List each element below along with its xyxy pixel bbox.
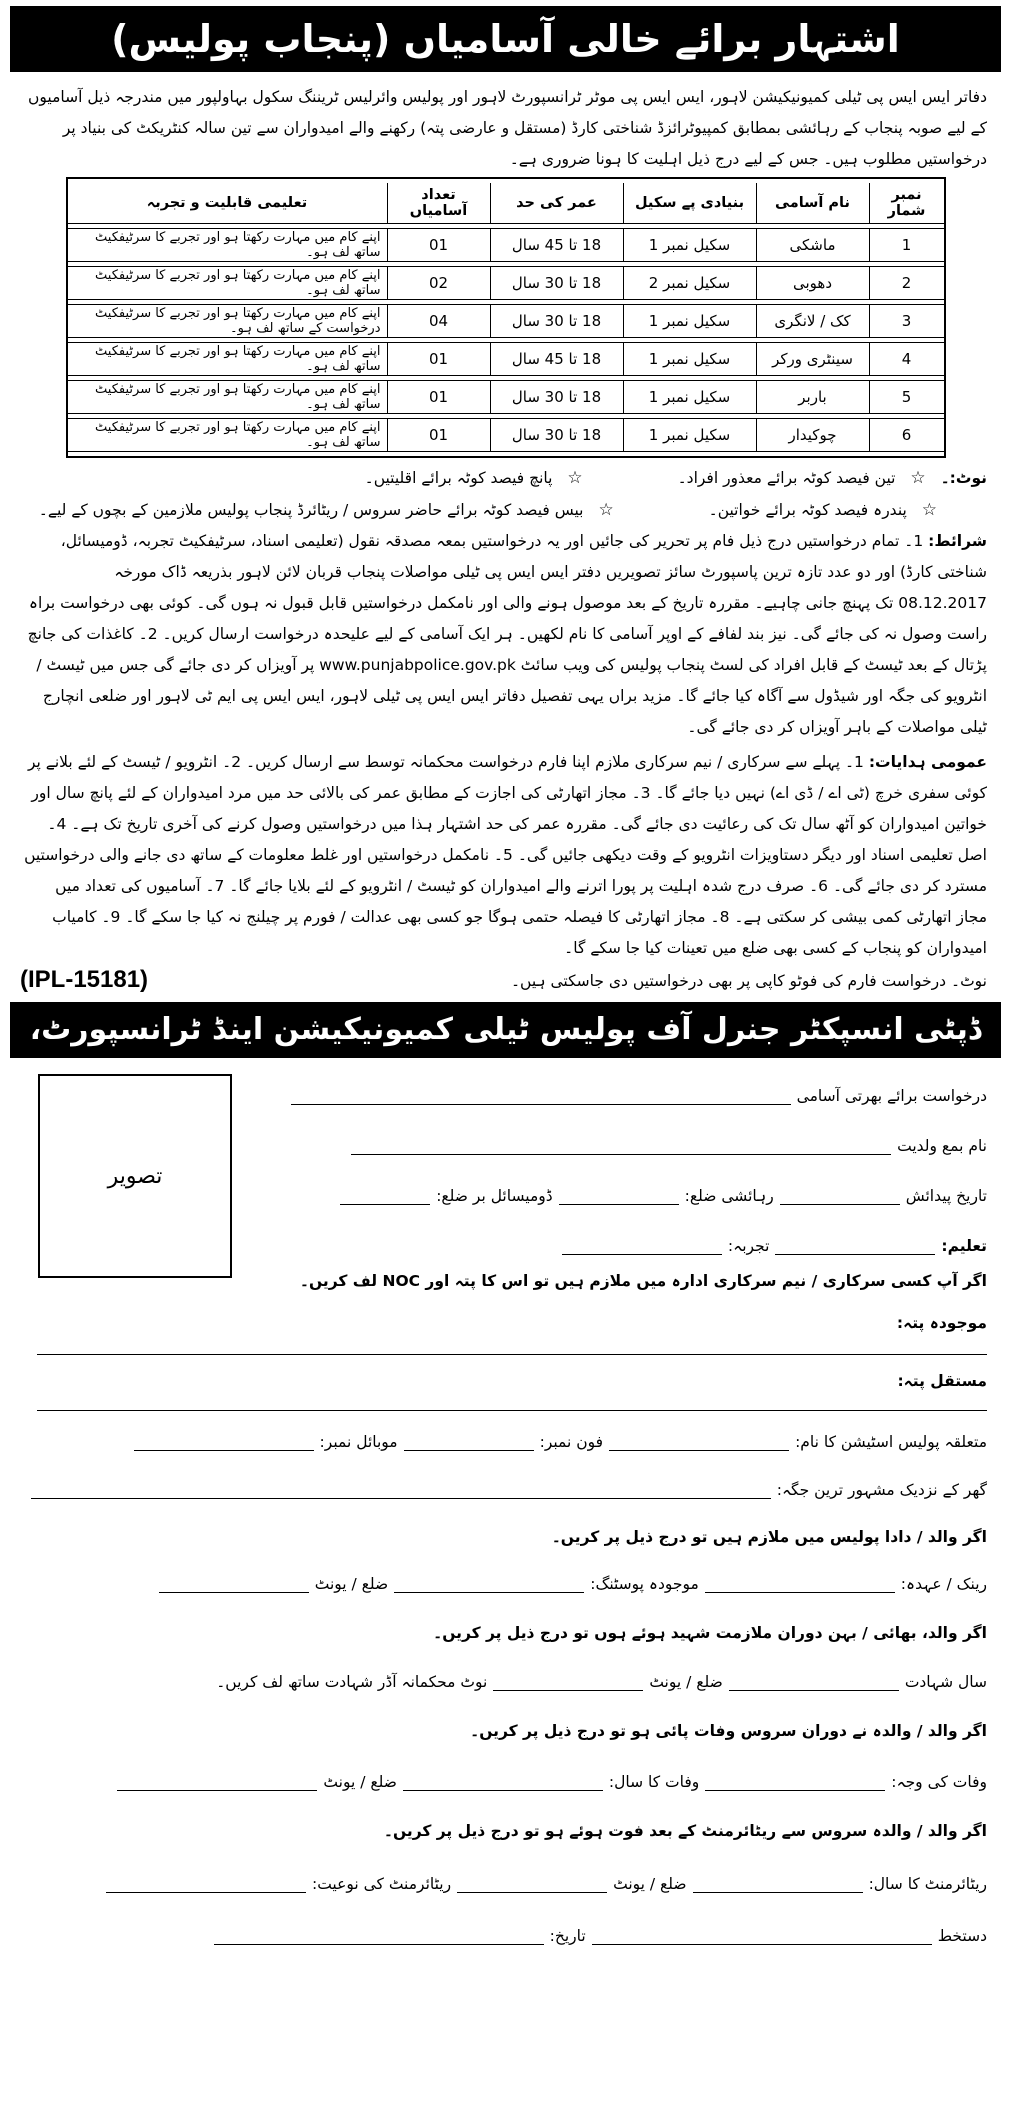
- posting-label: موجودہ پوسٹنگ:: [590, 1575, 699, 1593]
- application-form: [10, 1074, 1001, 2114]
- table-cell: سکیل نمبر 1: [623, 304, 756, 338]
- photo-label: تصویر: [107, 1163, 163, 1189]
- shaheed-text: اگر والد، بھائی / بہن دوران ملازمت شہید ہوئے ہوں تو درج ذیل پر کریں۔: [433, 1624, 987, 1642]
- shahadat-district-label: ضلع / یونٹ: [649, 1673, 723, 1691]
- death-district-label: ضلع / یونٹ: [323, 1773, 397, 1791]
- quota-women: پندرہ فیصد کوٹہ برائے خواتین۔: [708, 501, 907, 519]
- posting-field[interactable]: [394, 1574, 584, 1593]
- retire-type-label: ریٹائرمنٹ کی نوعیت:: [311, 1875, 452, 1893]
- table-cell: 3: [869, 304, 944, 338]
- dob-row: [340, 1186, 987, 1205]
- table-cell: سکیل نمبر 2: [623, 266, 756, 300]
- experience-field[interactable]: [562, 1236, 722, 1255]
- present-address-row: [897, 1314, 987, 1332]
- death-in-service-text: اگر والد / والدہ نے دوران سروس وفات پائی ہو تو درج ذیل پر کریں۔: [470, 1722, 987, 1740]
- table-header-cell: تعداد آسامیاں: [387, 183, 490, 224]
- post-label: درخواست برائے بھرتی آسامی: [796, 1087, 987, 1105]
- signature-field[interactable]: [592, 1926, 932, 1945]
- present-address-label: موجودہ پتہ:: [896, 1314, 987, 1332]
- conditions-label: شرائط:: [928, 532, 987, 550]
- phone-field[interactable]: [404, 1432, 534, 1451]
- death-year-field[interactable]: [403, 1772, 603, 1791]
- retire-district-label: ضلع / یونٹ: [613, 1875, 687, 1893]
- post-field[interactable]: [291, 1086, 791, 1105]
- table-row: [68, 228, 944, 262]
- table-cell: سکیل نمبر 1: [623, 418, 756, 452]
- retirement-row: [106, 1874, 987, 1893]
- table-cell: 18 تا 30 سال: [490, 266, 623, 300]
- date-label: تاریخ:: [549, 1927, 586, 1945]
- govt-emp-text: اگر آپ کسی سرکاری / نیم سرکاری ادارہ میں ملازم ہیں تو اس کا پتہ اور NOC لف کریں۔: [299, 1272, 987, 1290]
- table-cell: 4: [869, 342, 944, 376]
- table-cell: باربر: [756, 380, 869, 414]
- table-row: [68, 342, 944, 376]
- retired-text: اگر والد / والدہ سروس سے ریٹائرمنٹ کے بعد فوت ہوئے ہو تو درج ذیل پر کریں۔: [383, 1822, 987, 1840]
- shahadat-year-field[interactable]: [729, 1672, 899, 1691]
- table-header-row: [68, 183, 944, 224]
- table-cell: ماشکی: [756, 228, 869, 262]
- table-cell: 18 تا 30 سال: [490, 304, 623, 338]
- conditions-text: 1۔ تمام درخواستیں درج ذیل فام پر تحریر کی جائیں اور یہ درخواستیں بمعہ مصدقہ نقول (تعلیمی اسناد، سرٹیفکیٹ تجربہ، ڈومیسائل، شناختی کارڈ) اور دو عدد تازہ ترین پاسپورٹ سائز تصویریں دفتر ایس ایس پی ٹیلی مواصلات پنجاب قربان لائن لاہور بذریعہ ڈاک مورخہ 08.12.2017 تک پہنچ جانی چاہیے۔ مقررہ تاریخ کے بعد موصول ہونے والی اور نامکمل درخواستیں قابل قبول نہ ہوں گی۔ کوئی بھی درخواست براہ راست وصول نہ کی جائے گی۔ نیز بند لفافے کے اوپر آسامی کا نام لکھیں۔ ہر ایک آسامی کے لیے علیحدہ درخواست ارسال کریں۔ 2۔ کاغذات کی جانچ پڑتال کے بعد ٹیسٹ کے قابل افراد کی لسٹ پنجاب پولیس کی ویب سائٹ www.punjabpolice.gov.pk پر آویزاں کر دی جائے گی جس میں ٹیسٹ / انٹرویو کی جگہ اور شیڈول سے آگاہ کیا جائے گا۔ مزید براں یہی تفصیل دفاتر ایس ایس پی ٹیلی لاہور، ایس ایس پی ایم ٹی لاہور اور ضلعی انچارج ٹیلی مواصلات کے باہر آویزاں کر دی جائے گی۔: [27, 532, 987, 736]
- general-instructions: [10, 747, 1001, 964]
- table-cell: دھوبی: [756, 266, 869, 300]
- shahadat-district-field[interactable]: [493, 1672, 643, 1691]
- police-station-row: [134, 1432, 987, 1451]
- name-field[interactable]: [351, 1136, 891, 1155]
- table-cell: 01: [387, 228, 490, 262]
- death-district-field[interactable]: [117, 1772, 317, 1791]
- signature-label: دستخط: [937, 1927, 987, 1945]
- mobile-label: موبائل نمبر:: [319, 1433, 398, 1451]
- table-cell: چوکیدار: [756, 418, 869, 452]
- landmark-label: گھر کے نزدیک مشہور ترین جگہ:: [776, 1481, 987, 1499]
- retired-row: [384, 1822, 987, 1840]
- present-address-field[interactable]: [37, 1336, 987, 1355]
- death-year-label: وفات کا سال:: [608, 1773, 700, 1791]
- table-cell: 5: [869, 380, 944, 414]
- shaheed-row: [433, 1624, 987, 1642]
- death-cause-label: وفات کی وجہ:: [891, 1773, 987, 1791]
- rank-row: [159, 1574, 987, 1593]
- form-title: ڈپٹی انسپکٹر جنرل آف پولیس ٹیلی کمیونیکیشن اینڈ ٹرانسپورٹ، پنجاب قربان لائن لاہور۔: [10, 1002, 1001, 1058]
- star-icon: ☆: [910, 468, 926, 488]
- notes-label: نوٹ:۔: [940, 469, 987, 487]
- ipl-code: (IPL-15181): [20, 966, 149, 993]
- death-row: [117, 1772, 987, 1791]
- res-district-label: رہائشی ضلع:: [684, 1187, 774, 1205]
- ipl-row: [10, 966, 1001, 1000]
- phone-label: فون نمبر:: [539, 1433, 604, 1451]
- table-cell: 01: [387, 380, 490, 414]
- table-cell: 1: [869, 228, 944, 262]
- retire-year-field[interactable]: [693, 1874, 863, 1893]
- table-cell: سینٹری ورکر: [756, 342, 869, 376]
- permanent-address-line-row: [37, 1392, 987, 1411]
- dob-label: تاریخ پیدائش: [905, 1187, 987, 1205]
- table-cell: اپنے کام میں مہارت رکھتا ہو اور تجربے کا سرٹیفکیٹ ساتھ لف ہو۔: [68, 380, 387, 414]
- conditions-paragraph: [10, 526, 1001, 743]
- table-row: [68, 266, 944, 300]
- table-cell: سکیل نمبر 1: [623, 228, 756, 262]
- landmark-row: [31, 1480, 987, 1499]
- domicile-label: ڈومیسائل بر ضلع:: [436, 1187, 553, 1205]
- retire-district-field[interactable]: [457, 1874, 607, 1893]
- table-cell: کک / لانگری: [756, 304, 869, 338]
- quota-notes: [10, 462, 1001, 526]
- death-cause-field[interactable]: [705, 1772, 885, 1791]
- district-unit-field[interactable]: [159, 1574, 309, 1593]
- table-row: [68, 418, 944, 452]
- table-header-cell: عمر کی حد: [490, 183, 623, 224]
- shahadat-row: [216, 1672, 987, 1691]
- date-field[interactable]: [214, 1926, 544, 1945]
- photo-box: [38, 1074, 232, 1278]
- table-row: [68, 380, 944, 414]
- general-text: 1۔ پہلے سے سرکاری / نیم سرکاری ملازم اپنا فارم درخواست محکمانہ توسط سے ارسال کریں۔ 2۔ انٹرویو / ٹیسٹ کے لئے بلانے پر کوئی سفری خرچ (ٹی اے / ڈی اے) نہیں دیا جائے گا۔ 3۔ مجاز اتھارٹی کی اجازت کے مطابق عمر کی بالائی حد میں مرد امیدواران کے لئے پانچ سال اور خواتین امیدواران کو آٹھ سال تک کی رعائیت دی جائے گی۔ مقررہ عمر کی حد اشتہار ہذا میں درخواستیں وصول کرنے کی آخری تاریخ تک ہے۔ 4۔ اصل تعلیمی اسناد اور دیگر دستاویزات انٹرویو کے وقت دیکھی جائیں گی۔ 5۔ نامکمل درخواستیں اور غلط معلومات کے ساتھ دی جانے والی درخواستیں مسترد کر دی جائے گی۔ 6۔ صرف درج شدہ اہلیت پر پورا اترنے والے امیدواران کو ٹیسٹ / انٹرویو کے لئے بلایا جائے گا۔ 7۔ آسامیوں کی تعداد میں مجاز اتھارٹی کمی بیشی کر سکتی ہے۔ 8۔ مجاز اتھارٹی کا فیصلہ حتمی ہوگا جو کسی بھی عدالت / فورم پر چیلنج نہ کیا جا سکے گا۔ 9۔ کامیاب امیدواران کو پنجاب کے کسی بھی ضلع میں تعینات کیا جا سکے گا۔: [24, 753, 987, 957]
- table-cell: 2: [869, 266, 944, 300]
- quota-police-children: بیس فیصد کوٹہ برائے حاضر سروس / ریٹائرڈ پنجاب پولیس ملازمین کے بچوں کے لیے۔: [38, 501, 584, 519]
- police-station-label: متعلقہ پولیس اسٹیشن کا نام:: [795, 1433, 987, 1451]
- education-label: تعلیم:: [941, 1237, 987, 1255]
- present-address-line-row: [37, 1336, 987, 1355]
- table-cell: 01: [387, 342, 490, 376]
- star-icon: ☆: [598, 500, 614, 520]
- permanent-address-field[interactable]: [37, 1392, 987, 1411]
- table-cell: سکیل نمبر 1: [623, 380, 756, 414]
- table-cell: اپنے کام میں مہارت رکھتا ہو اور تجربے کا سرٹیفکیٹ ساتھ لف ہو۔: [68, 342, 387, 376]
- retire-type-field[interactable]: [106, 1874, 306, 1893]
- table-cell: 04: [387, 304, 490, 338]
- table-header-cell: نام آسامی: [756, 183, 869, 224]
- quota-minorities: پانچ فیصد کوٹہ برائے اقلیتیں۔: [364, 469, 553, 487]
- table-header-cell: تعلیمی قابلیت و تجربہ: [68, 183, 387, 224]
- district-unit-label: ضلع / یونٹ: [314, 1575, 389, 1593]
- father-police-text: اگر والد / دادا پولیس میں ملازم ہیں تو درج ذیل پر کریں۔: [551, 1528, 987, 1546]
- rank-field[interactable]: [705, 1574, 895, 1593]
- intro-paragraph: دفاتر ایس ایس پی ٹیلی کمیونیکیشن لاہور، ایس ایس پی موٹر ٹرانسپورٹ لاہور اور پولیس وائرلیس ٹریننگ سکول بہاولپور میں مندرجہ ذیل آسامیوں کے لیے صوبہ پنجاب کے رہائشی بمطابق کمپیوٹرائزڈ شناختی کارڈ (مستقل و عارضی پتہ) رکھنے والے امیدواران سے تین سالہ کنٹریکٹ کی بنیاد پر درخواستیں مطلوب ہیں۔ جس کے لیے درج ذیل اہلیت کا ہونا ضروری ہے۔: [28, 88, 987, 168]
- table-cell: 18 تا 45 سال: [490, 342, 623, 376]
- table-cell: اپنے کام میں مہارت رکھتا ہو اور تجربے کا سرٹیفکیٹ درخواست کے ساتھ لف ہو۔: [68, 304, 387, 338]
- star-icon: ☆: [567, 468, 583, 488]
- footer-note: نوٹ۔ درخواست فارم کی فوٹو کاپی پر بھی درخواستیں دی جاسکتی ہیں۔: [510, 972, 987, 990]
- education-field[interactable]: [775, 1236, 935, 1255]
- permanent-address-label: مستقل پتہ:: [897, 1372, 987, 1390]
- experience-label: تجربہ:: [727, 1237, 770, 1255]
- name-row: [351, 1136, 987, 1155]
- education-row: [562, 1236, 987, 1255]
- quota-line: [24, 462, 987, 494]
- permanent-address-row: [897, 1372, 987, 1390]
- vacancies-table: [66, 177, 946, 458]
- govt-emp-row: [300, 1272, 987, 1290]
- rank-label: رینک / عہدہ:: [900, 1575, 987, 1593]
- landmark-field[interactable]: [31, 1480, 771, 1499]
- mobile-field[interactable]: [134, 1432, 314, 1451]
- table-cell: اپنے کام میں مہارت رکھتا ہو اور تجربے کا سرٹیفکیٹ ساتھ لف ہو۔: [68, 266, 387, 300]
- signature-row: [214, 1926, 987, 1945]
- dob-field[interactable]: [780, 1186, 900, 1205]
- table-header-cell: نمبر شمار: [869, 183, 944, 224]
- father-police-row: [552, 1528, 987, 1546]
- death-in-service-row: [470, 1722, 987, 1740]
- retire-year-label: ریٹائرمنٹ کا سال:: [868, 1875, 987, 1893]
- table-cell: 18 تا 45 سال: [490, 228, 623, 262]
- quota-line: [24, 494, 987, 526]
- table-cell: 01: [387, 418, 490, 452]
- police-station-field[interactable]: [609, 1432, 789, 1451]
- table-row: [68, 304, 944, 338]
- table-cell: اپنے کام میں مہارت رکھتا ہو اور تجربے کا سرٹیفکیٹ ساتھ لف ہو۔: [68, 228, 387, 262]
- quota-disabled: تین فیصد کوٹہ برائے معذور افراد۔: [677, 469, 896, 487]
- advertisement-title: اشتہار برائے خالی آسامیاں (پنجاب پولیس): [10, 6, 1001, 72]
- domicile-field[interactable]: [340, 1186, 430, 1205]
- table-cell: اپنے کام میں مہارت رکھتا ہو اور تجربے کا سرٹیفکیٹ ساتھ لف ہو۔: [68, 418, 387, 452]
- table-header-cell: بنیادی پے سکیل: [623, 183, 756, 224]
- res-district-field[interactable]: [559, 1186, 679, 1205]
- name-label: نام بمع ولدیت: [897, 1137, 987, 1155]
- table-cell: 6: [869, 418, 944, 452]
- post-row: [291, 1086, 987, 1105]
- general-label: عمومی ہدایات:: [868, 753, 987, 771]
- shahadat-year-label: سال شہادت: [904, 1673, 987, 1691]
- table-cell: سکیل نمبر 1: [623, 342, 756, 376]
- shahadat-note: نوٹ محکمانہ آڈر شہادت ساتھ لف کریں۔: [216, 1673, 488, 1691]
- table-cell: 18 تا 30 سال: [490, 418, 623, 452]
- star-icon: ☆: [921, 500, 937, 520]
- table-cell: 02: [387, 266, 490, 300]
- table-cell: 18 تا 30 سال: [490, 380, 623, 414]
- advertisement-page: [0, 6, 1011, 1945]
